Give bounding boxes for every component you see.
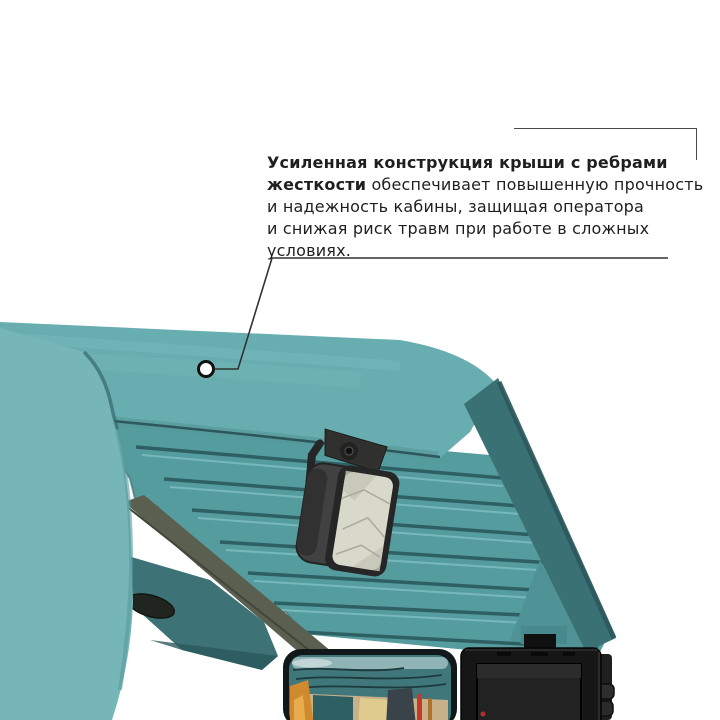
power-indicator bbox=[481, 712, 486, 717]
panoramic-mirror bbox=[283, 649, 457, 720]
annotation-line-1: Усиленная конструкция крыши с ребрами bbox=[267, 153, 668, 172]
annotation-line-3: и надежность кабины, защищая оператора bbox=[267, 197, 645, 216]
annotation-text bbox=[267, 152, 707, 262]
annotation-line-2: жесткости обеспечивает повышенную прочность bbox=[267, 175, 704, 194]
annotation-line-4: и снижая риск травм при работе в сложных условиях. bbox=[267, 219, 650, 260]
